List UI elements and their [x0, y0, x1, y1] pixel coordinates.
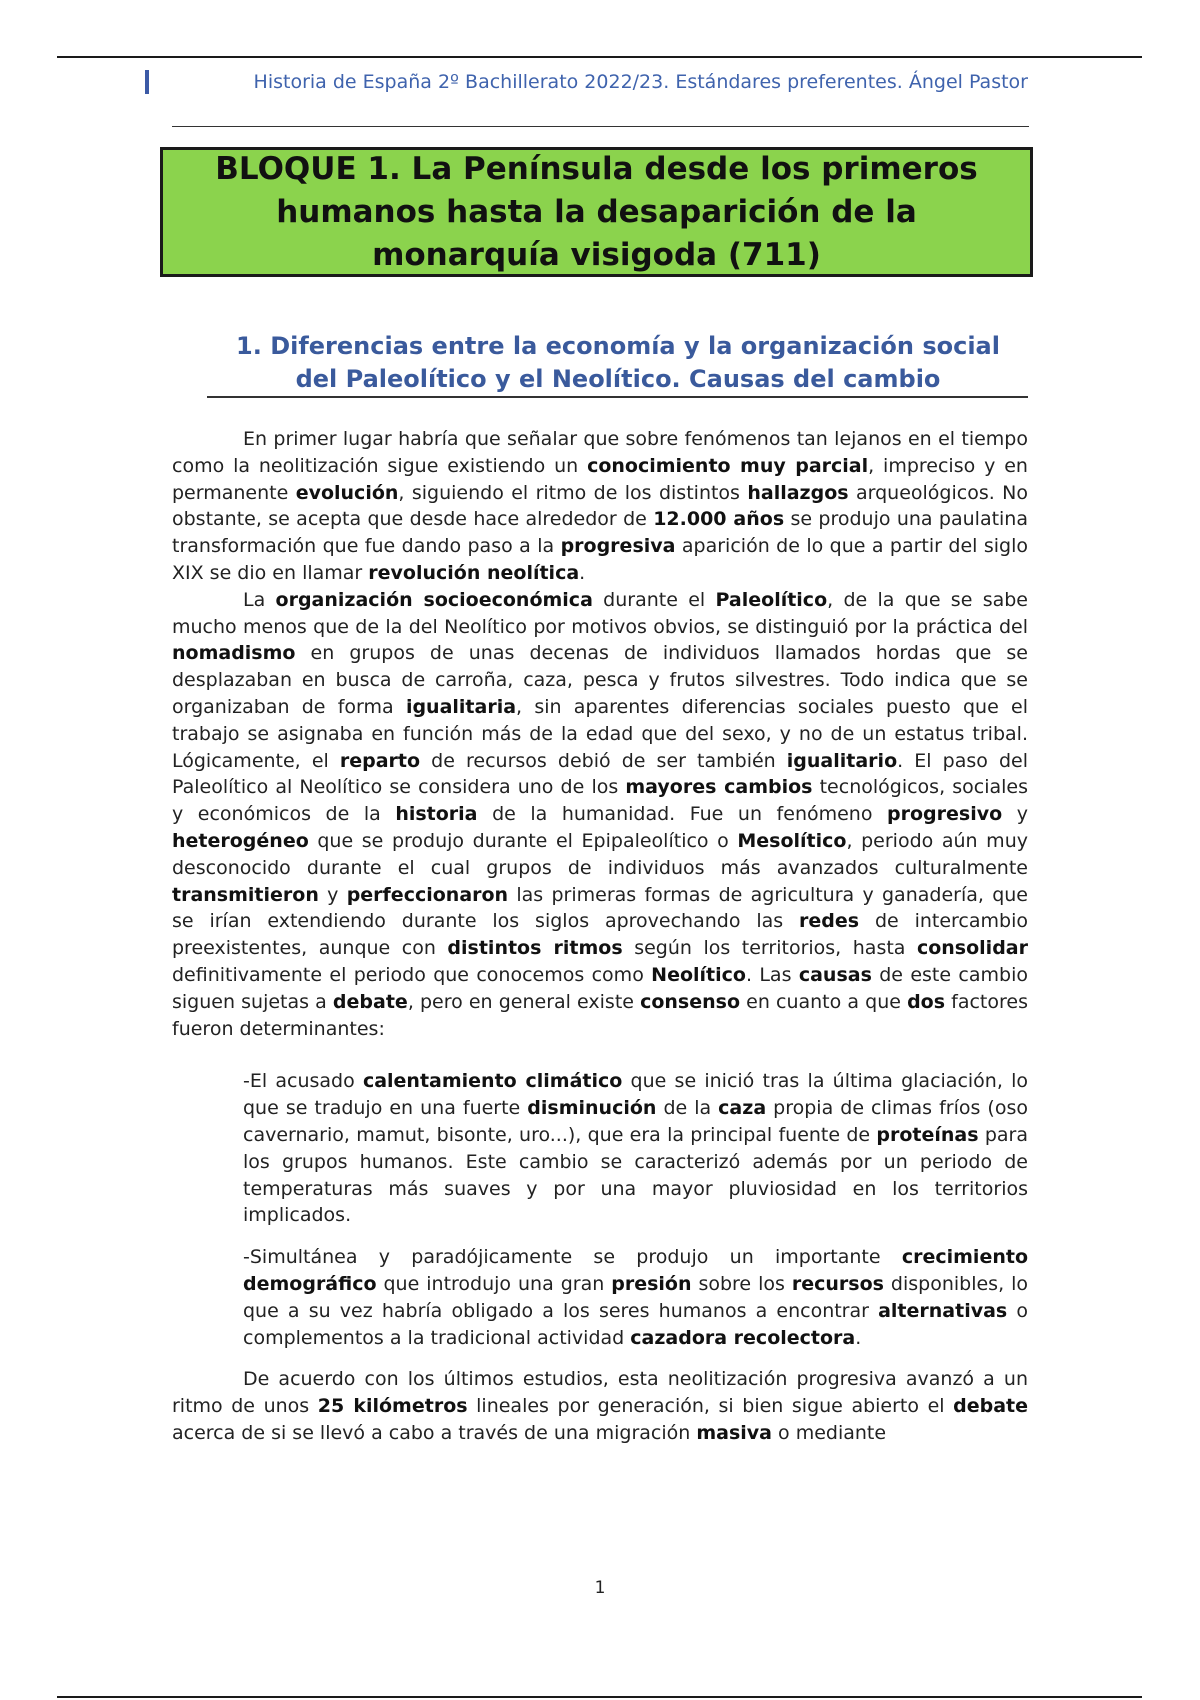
block-title-line: humanos hasta la desaparición de la [276, 193, 917, 230]
text-run: disponibles, lo que a su vez habría obligado a los seres humanos a encontrar [243, 1272, 1028, 1322]
text-run: , impreciso y en permanente [172, 454, 1028, 504]
bold-term: calentamiento climático [362, 1070, 623, 1093]
text-run: en grupos de unas decenas de individuos llamados hordas que se desplazaban en busca de carroña, caza, pesca y frutos silvestres. Todo indica que se organizaban de forma [172, 642, 1028, 718]
text-run: acerca de si se llevó a cabo a través de una migración [172, 1421, 697, 1444]
text-run: . El paso del Paleolítico al Neolítico se considera uno de los [172, 749, 1028, 799]
text-run: en cuanto a que [740, 990, 908, 1013]
top-rule [57, 56, 1142, 58]
text-run: de este cambio siguen sujetas a [172, 963, 1028, 1013]
text-run: de recursos debió de ser también [420, 749, 787, 772]
bold-term: conocimiento muy parcial [587, 454, 869, 477]
text-run: arqueológicos. No obstante, se acepta que desde hace alrededor de [172, 481, 1028, 531]
text-run: tecnológicos, sociales y económicos de la [172, 776, 1029, 826]
bold-term: Paleolítico [715, 588, 828, 611]
running-header: Historia de España 2º Bachillerato 2022/23. Estándares preferentes. Ángel Pastor [253, 71, 1028, 93]
block-title-line: BLOQUE 1. La Península desde los primeros [215, 150, 978, 187]
bold-term: debate [953, 1395, 1028, 1418]
block-title-box [160, 147, 1033, 277]
text-run: , de la que se sabe mucho menos que de la del Neolítico por motivos obvios, se distinguió por la práctica del [172, 588, 1028, 638]
bold-term: revolución neolítica [368, 561, 580, 584]
text-run: sobre los [691, 1272, 792, 1295]
paragraph-organization [172, 587, 1028, 1043]
text-run: que se produjo durante el Epipaleolítico o [308, 829, 738, 852]
bold-term: evolución [295, 481, 399, 504]
page-number: 1 [594, 1578, 606, 1598]
text-run: . Las [745, 963, 799, 986]
text-run: las primeras formas de agricultura y ganadería, que se irían extendiendo durante los siglos aprovechando las [172, 883, 1028, 933]
paragraph-cause-demography [243, 1244, 1028, 1351]
bold-term: Mesolítico [737, 829, 847, 852]
bold-term: mayores cambios [625, 776, 813, 799]
paragraph-studies [172, 1366, 1028, 1446]
bold-term: 12.000 años [653, 508, 785, 531]
text-run: de la [656, 1097, 719, 1120]
text-run: de intercambio preexistentes, aunque con [172, 910, 1028, 960]
bold-term: perfeccionaron [346, 883, 509, 906]
text-run: definitivamente el periodo que conocemos como [172, 963, 652, 986]
text-run: o complementos a la tradicional actividad [243, 1299, 1028, 1349]
text-run: -El acusado [243, 1070, 363, 1093]
bold-term: distintos ritmos [447, 937, 623, 960]
bold-term: dos [907, 990, 946, 1013]
text-run: , pero en general existe [407, 990, 641, 1013]
body-text [172, 426, 1028, 1447]
text-run: lineales por generación, si bien sigue abierto el [467, 1395, 954, 1418]
bold-term: disminución [527, 1097, 657, 1120]
text-run: , periodo aún muy desconocido durante el cual grupos de individuos más avanzados culturalmente [172, 829, 1028, 879]
paragraph-intro [172, 426, 1028, 587]
bold-term: causas [798, 963, 872, 986]
section-heading [208, 330, 1028, 396]
bold-term: masiva [696, 1421, 772, 1444]
text-run: factores fueron determinantes: [172, 990, 1028, 1040]
text-run: propia de climas fríos (oso cavernario, mamut, bisonte, uro...), que era la principal fuente de [243, 1097, 1028, 1146]
bottom-rule [57, 1696, 1142, 1698]
bold-term: consenso [640, 990, 741, 1013]
paragraph-cause-climate [243, 1068, 1028, 1229]
block-title [215, 148, 977, 277]
bold-term: igualitaria [405, 695, 517, 718]
bold-term: cazadora recolectora [630, 1326, 856, 1349]
bold-term: hallazgos [747, 481, 849, 504]
bold-term: heterogéneo [172, 829, 309, 852]
header-rule [172, 126, 1029, 127]
text-run: aparición de lo que a partir del siglo XIX se dio en llamar [172, 535, 1028, 584]
bold-term: igualitario [786, 749, 898, 772]
text-run: . [579, 561, 586, 584]
text-run: La [243, 588, 276, 611]
bold-term: proteínas [876, 1123, 979, 1146]
section-heading-rule [207, 396, 1028, 398]
bold-term: historia [395, 803, 478, 826]
header-accent-bar [145, 70, 149, 94]
text-run: De acuerdo con los últimos estudios, esta neolitización progresiva avanzó a un ritmo de unos [172, 1368, 1028, 1418]
text-run: o mediante [772, 1421, 887, 1444]
bold-term: recursos [791, 1272, 884, 1295]
text-run: durante el [592, 588, 716, 611]
bold-term: redes [799, 910, 860, 933]
section-heading-line: 1. Diferencias entre la economía y la organización social [236, 332, 1000, 360]
text-run: que se inició tras la última glaciación, lo que se tradujo en una fuerte [243, 1070, 1028, 1120]
text-run: En primer lugar habría que señalar que sobre fenómenos tan lejanos en el tiempo como la neolitización sigue existiendo un [172, 428, 1028, 477]
text-run: , siguiendo el ritmo de los distintos [398, 481, 748, 504]
text-run: , sin aparentes diferencias sociales puesto que el trabajo se asignaba en función más de la edad que del sexo, y no de un estatus tribal. Lógicamente, el [172, 695, 1028, 772]
bold-term: consolidar [916, 937, 1028, 960]
text-run: y [1002, 803, 1028, 826]
text-run: según los territorios, hasta [622, 937, 917, 960]
bold-term: presión [611, 1272, 692, 1295]
bold-term: caza [718, 1097, 767, 1120]
bold-term: transmitieron [172, 883, 319, 906]
text-run: que introdujo una gran [376, 1272, 612, 1295]
bold-term: alternativas [878, 1299, 1008, 1322]
text-run: para los grupos humanos. Este cambio se caracterizó además por un periodo de temperaturas más suaves y por una mayor pluviosidad en los territorios implicados. [243, 1123, 1028, 1227]
block-title-line: monarquía visigoda (711) [372, 236, 821, 273]
text-run: -Simultánea y paradójicamente se produjo un importante [243, 1246, 902, 1269]
bold-term: nomadismo [172, 642, 296, 665]
text-run: y [318, 883, 347, 906]
bold-term: debate [332, 990, 408, 1013]
bold-term: organización socioeconómica [275, 588, 593, 611]
bold-term: reparto [339, 749, 421, 772]
text-run: se produjo una paulatina transformación que fue dando paso a la [172, 508, 1028, 558]
bold-term: 25 kilómetros [317, 1395, 468, 1418]
bold-term: Neolítico [651, 963, 746, 986]
section-heading-line: del Paleolítico y el Neolítico. Causas del cambio [295, 365, 941, 393]
text-run: de la humanidad. Fue un fenómeno [477, 803, 888, 826]
text-run: . [855, 1326, 862, 1349]
bold-term: progresiva [560, 535, 676, 558]
bold-term: crecimiento demográfico [243, 1246, 1028, 1295]
bold-term: progresivo [887, 803, 1003, 826]
